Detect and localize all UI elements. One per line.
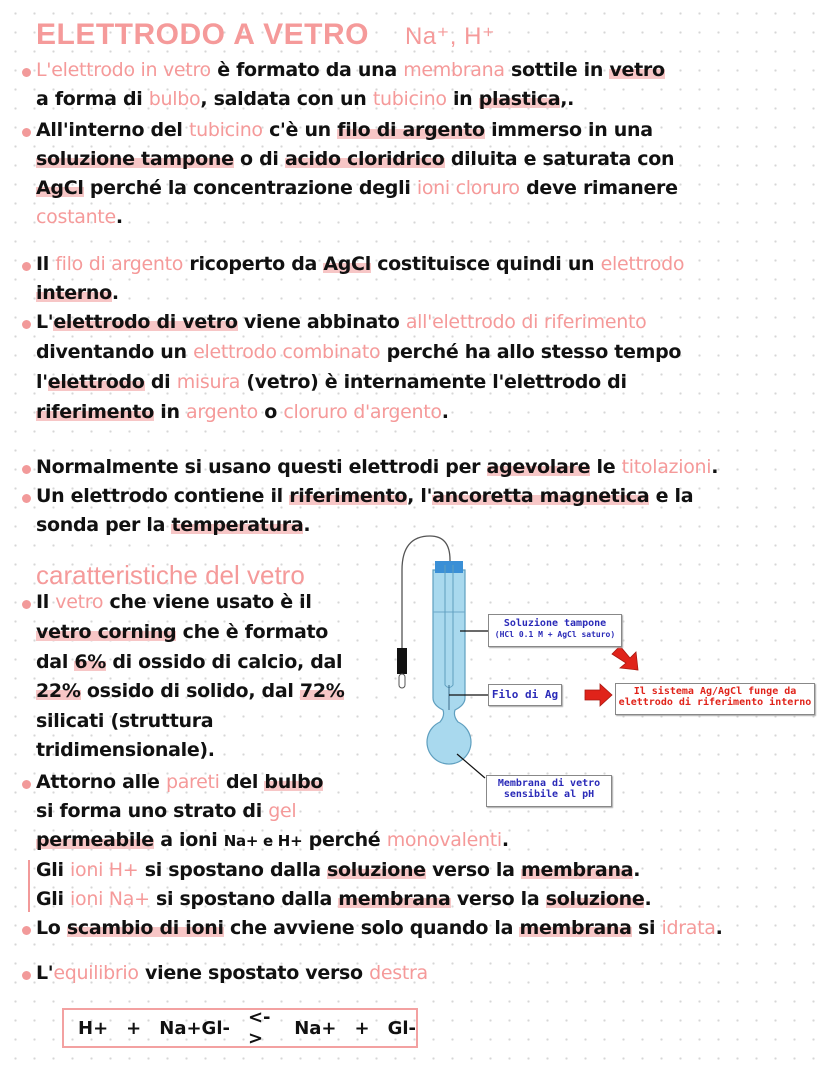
bullet-icon — [22, 128, 31, 137]
text: . — [501, 829, 509, 851]
label-text: (HCl 0.1 M + AgCl saturo) — [494, 630, 616, 639]
electrode-body-icon — [427, 570, 471, 764]
text: silicati (struttura — [36, 710, 214, 732]
highlight: plastica — [478, 88, 561, 110]
text: . — [715, 917, 723, 939]
text-line — [36, 769, 323, 796]
text: L' — [36, 962, 54, 984]
highlight: soluzione — [327, 859, 426, 881]
term: filo di argento — [55, 253, 184, 275]
highlight: riferimento — [36, 401, 154, 423]
text: sottile in — [504, 59, 610, 81]
text: Na+ e H+ — [223, 832, 303, 850]
highlight: AgCl — [323, 253, 371, 275]
highlight: acido cloridrico — [284, 148, 445, 170]
bullet-icon — [22, 780, 31, 789]
page-title — [36, 18, 495, 52]
highlight: elettrodo — [47, 371, 145, 393]
text-line — [36, 57, 665, 84]
text: viene abbinato — [237, 311, 406, 333]
text: deve rimanere — [519, 177, 678, 199]
text-line — [36, 483, 693, 510]
text: perché la concentrazione degli — [83, 177, 417, 199]
bullet-icon — [22, 68, 31, 77]
text: Lo — [36, 917, 67, 939]
text: perché ha allo stesso tempo — [380, 341, 682, 363]
text: in — [153, 401, 187, 423]
text-line — [36, 369, 627, 396]
highlight: scambio di ioni — [66, 917, 224, 939]
bullet-icon — [22, 465, 31, 474]
text-line — [36, 117, 653, 144]
text-line — [36, 280, 119, 307]
text: ,. — [560, 88, 575, 110]
label-glass-membrane — [486, 775, 612, 807]
title-main: ELETTRODO A VETRO — [36, 18, 369, 51]
highlight: 22% — [36, 680, 81, 702]
eq-plus: + — [354, 1017, 370, 1039]
arrow-down-right-icon — [612, 646, 638, 670]
text: e la — [649, 485, 694, 507]
text: L' — [36, 311, 54, 333]
label-reference-system — [615, 683, 815, 715]
highlight: vetro — [609, 59, 665, 81]
highlight: ancoretta magnetica — [432, 485, 650, 507]
highlight: elettrodo di vetro — [53, 311, 238, 333]
cap-icon — [435, 561, 463, 573]
highlight: membrana — [520, 859, 634, 881]
text: che viene usato è il — [103, 591, 312, 613]
text: diluita e saturata con — [444, 148, 675, 170]
text-line — [36, 737, 215, 764]
bullet-icon — [22, 494, 31, 503]
highlight: membrana — [338, 888, 451, 910]
text-line — [36, 708, 213, 735]
label-text: sensibile al pH — [503, 789, 595, 800]
text: costituisce quindi un — [370, 253, 601, 275]
text: ricoperto da — [183, 253, 324, 275]
text: a ioni — [153, 829, 224, 851]
text-line — [36, 204, 123, 231]
bullet-icon — [22, 320, 31, 329]
text: del — [219, 771, 265, 793]
text: l' — [36, 371, 48, 393]
text: Normalmente si usano questi elettrodi per — [36, 456, 487, 478]
connector-icon — [397, 648, 407, 674]
bullet-icon — [22, 926, 31, 935]
quote-bar — [28, 860, 30, 912]
text-line — [36, 827, 509, 855]
term: ioni H+ — [70, 859, 139, 881]
text: Gli — [36, 859, 71, 881]
text: di — [144, 371, 177, 393]
text: , saldata con un — [200, 88, 373, 110]
text: Il — [36, 591, 56, 613]
highlight: temperatura — [171, 514, 304, 536]
text: in — [446, 88, 479, 110]
text-line — [36, 619, 328, 646]
text: viene spostato verso — [138, 962, 370, 984]
text: a forma di — [36, 88, 149, 110]
text: si forma uno strato di — [36, 800, 269, 822]
equation-box — [62, 1008, 418, 1048]
label-text: Soluzione tampone — [503, 618, 607, 629]
eq-term: H+ — [78, 1017, 109, 1039]
text: All'interno del — [36, 119, 189, 141]
text: ossido di solido, dal — [80, 680, 300, 702]
label-text: Il sistema Ag/AgCl funge da — [633, 686, 797, 697]
term: ioni cloruro — [416, 177, 520, 199]
text: Il — [36, 253, 56, 275]
text: . — [303, 514, 311, 536]
text: è formato da una — [210, 59, 404, 81]
text-line — [36, 399, 449, 426]
term: vetro — [55, 591, 104, 613]
text: perché — [302, 829, 387, 851]
label-text: elettrodo di riferimento interno — [618, 697, 812, 708]
text: . — [711, 456, 719, 478]
section-subtitle: caratteristiche del vetro — [36, 560, 305, 590]
term: tubicino — [372, 88, 447, 110]
highlight: filo di argento — [337, 119, 485, 141]
text: sonda per la — [36, 514, 172, 536]
term: membrana — [403, 59, 505, 81]
term: pareti — [165, 771, 220, 793]
term: bulbo — [148, 88, 201, 110]
text: . — [441, 401, 449, 423]
eq-plus: + — [126, 1017, 142, 1039]
text: , l' — [407, 485, 433, 507]
text: che avviene solo quando la — [223, 917, 520, 939]
text: (vetro) è internamente l'elettrodo di — [240, 371, 627, 393]
text-line — [36, 678, 344, 705]
highlight: bulbo — [264, 771, 324, 793]
text-line — [36, 960, 428, 987]
highlight: soluzione — [545, 888, 645, 910]
term: equilibrio — [53, 962, 139, 984]
highlight: AgCl — [36, 177, 84, 199]
text: Un elettrodo contiene il — [36, 485, 290, 507]
title-ions: Na⁺, H⁺ — [404, 23, 496, 50]
eq-term: Gl- — [387, 1017, 416, 1039]
term: L'elettrodo in vetro — [36, 59, 211, 81]
text-line — [36, 146, 674, 173]
bullet-icon — [22, 600, 31, 609]
text: . — [633, 859, 641, 881]
text: immerso in una — [484, 119, 653, 141]
text: verso la — [450, 888, 546, 910]
term: all'elettrodo di riferimento — [405, 311, 647, 333]
text: o di — [233, 148, 285, 170]
term: idrata — [661, 917, 716, 939]
text-line — [36, 309, 646, 336]
term: monovalenti — [386, 829, 502, 851]
eq-arrow: <-> — [247, 1007, 271, 1049]
text: che è formato — [176, 621, 329, 643]
text: di ossido di calcio, dal — [106, 651, 343, 673]
term: elettrodo — [600, 253, 685, 275]
eq-term: Na+ — [294, 1017, 337, 1039]
term: costante — [36, 206, 116, 228]
bullet-icon — [22, 971, 31, 980]
text: . — [115, 206, 123, 228]
text-line — [36, 649, 342, 676]
term: misura — [176, 371, 241, 393]
term: ioni Na+ — [70, 888, 150, 910]
highlight: permeabile — [36, 829, 154, 851]
text: Attorno alle — [36, 771, 166, 793]
bullet-icon — [22, 262, 31, 271]
arrow-right-icon — [585, 684, 612, 706]
text-line — [36, 86, 574, 113]
highlight: interno — [36, 282, 112, 304]
text-line — [36, 251, 684, 278]
glass-electrode-diagram — [390, 530, 828, 810]
term: tubicino — [188, 119, 263, 141]
highlight: 72% — [299, 680, 345, 702]
text: si spostano dalla — [149, 888, 339, 910]
term: gel — [268, 800, 297, 822]
text: tridimensionale). — [36, 739, 215, 761]
term: titolazioni — [621, 456, 712, 478]
label-buffer-solution — [488, 614, 622, 647]
text-line — [36, 175, 678, 202]
text-line — [36, 886, 651, 913]
text: . — [111, 282, 119, 304]
text: dal — [36, 651, 75, 673]
text-line — [36, 915, 723, 942]
term: argento — [186, 401, 258, 423]
text: Gli — [36, 888, 71, 910]
label-silver-wire: Filo di Ag — [488, 684, 562, 706]
text: verso la — [425, 859, 521, 881]
term: cloruro d'argento — [283, 401, 442, 423]
highlight: 6% — [74, 651, 107, 673]
text-line — [36, 798, 296, 825]
term: elettrodo combinato — [193, 341, 381, 363]
text: . — [644, 888, 652, 910]
eq-term: Na+Gl- — [159, 1017, 230, 1039]
text-line — [36, 857, 640, 884]
text: o — [257, 401, 284, 423]
highlight: membrana — [519, 917, 632, 939]
term: destra — [369, 962, 428, 984]
text: le — [590, 456, 622, 478]
text-line — [36, 454, 718, 481]
highlight: soluzione tampone — [36, 148, 234, 170]
text-line — [36, 589, 312, 616]
highlight: vetro corning — [36, 621, 177, 643]
text-line — [36, 512, 310, 539]
highlight: riferimento — [289, 485, 408, 507]
text: diventando un — [36, 341, 194, 363]
text-line — [36, 339, 681, 366]
text: si — [631, 917, 662, 939]
label-text: Membrana di vetro — [497, 778, 601, 789]
highlight: agevolare — [486, 456, 591, 478]
text: c'è un — [262, 119, 338, 141]
text: si spostano dalla — [138, 859, 328, 881]
